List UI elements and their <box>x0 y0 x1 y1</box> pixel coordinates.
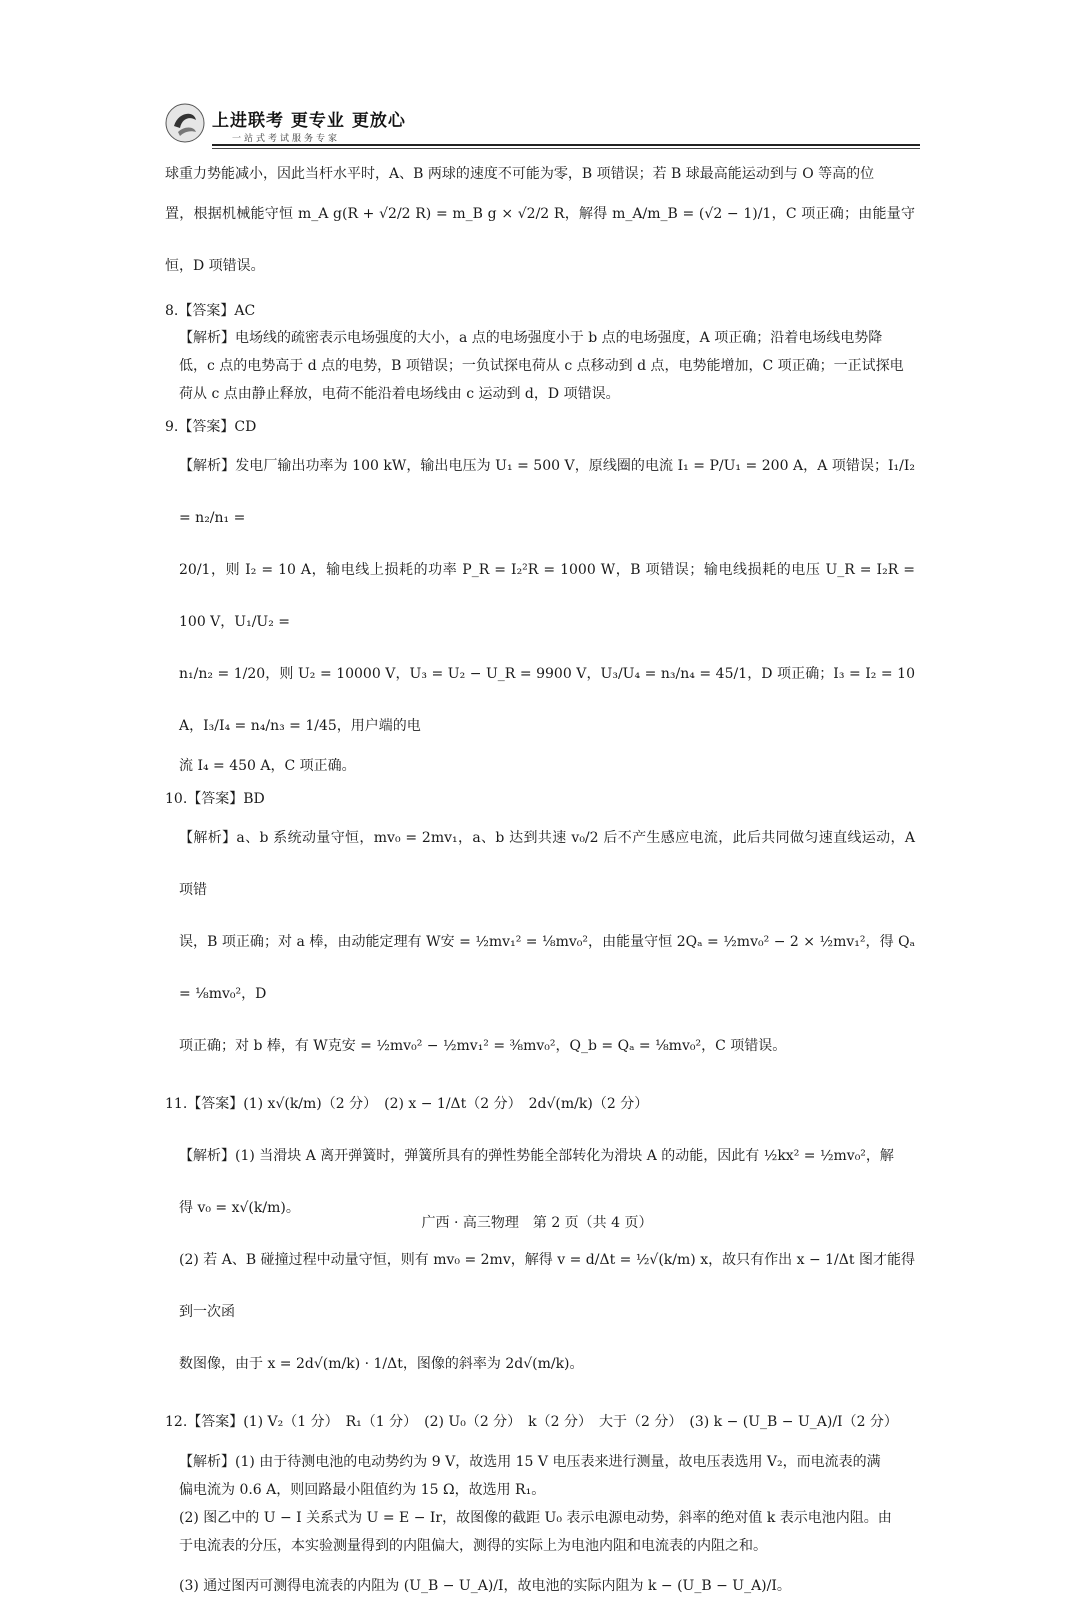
q12-analysis-line: 于电流表的分压，本实验测量得到的内阻偏大，测得的实际上为电池内阻和电流表的内阻之和。 <box>179 1538 767 1554</box>
page-footer: 广西 · 高三物理 第 2 页（共 4 页） <box>421 1215 653 1231</box>
q9-analysis-line: 20/1，则 I₂ = 10 A，输电线上损耗的功率 P_R = I₂²R = 1000 W，B 项错误；输电线损耗的电压 U_R = I₂R = 100 V，U₁/U₂ = <box>179 562 915 630</box>
q9-analysis-line: n₁/n₂ = 1/20，则 U₂ = 10000 V，U₃ = U₂ − U_R = 9900 V，U₃/U₄ = n₃/n₄ = 45/1，D 项正确；I₃ = I₂ = 10 A，I₃/I₄ = n₄/n₃ = 1/45，用户端的电 <box>179 666 915 734</box>
q10-answer: 10.【答案】BD <box>165 791 265 807</box>
q8-analysis-line: 【解析】电场线的疏密表示电场强度的大小，a 点的电场强度小于 b 点的电场强度，A 项正确；沿着电场线电势降 <box>179 330 883 346</box>
logo-icon <box>164 102 206 144</box>
q8-analysis-line: 低，c 点的电势高于 d 点的电势，B 项错误；一负试探电荷从 c 点移动到 d 点，电势能增加，C 项正确；一正试探电 <box>179 358 904 374</box>
q8-answer: 8.【答案】AC <box>165 303 256 319</box>
q11-analysis-line: (2) 若 A、B 碰撞过程中动量守恒，则有 mv₀ = 2mv，解得 v = d/Δt = ½√(k/m) x，故只有作出 x − 1/Δt 图才能得到一次函 <box>179 1252 915 1320</box>
q7-continued-line: 置，根据机械能守恒 m_A g(R + √2/2 R) = m_B g × √2/2 R，解得 m_A/m_B = (√2 − 1)/1，C 项正确；由能量守恒，D 项错误。 <box>165 206 915 274</box>
q11-analysis-line: 【解析】(1) 当滑块 A 离开弹簧时，弹簧所具有的弹性势能全部转化为滑块 A 的动能，因此有 ½kx² = ½mv₀²，解 <box>179 1148 894 1164</box>
q12-analysis-line: (2) 图乙中的 U − I 关系式为 U = E − Ir，故图像的截距 U₀ 表示电源电动势，斜率的绝对值 k 表示电池内阻。由 <box>179 1510 892 1526</box>
q12-answer: 12.【答案】(1) V₂（1 分） R₁（1 分） (2) U₀（2 分） k（2 分） 大于（2 分） (3) k − (U_B − U_A)/I（2 分） <box>165 1414 898 1430</box>
q7-continued-line: 球重力势能减小，因此当杆水平时，A、B 两球的速度不可能为零，B 项错误；若 B 球最高能运动到与 O 等高的位 <box>165 166 875 182</box>
q11-answer: 11.【答案】(1) x√(k/m)（2 分） (2) x − 1/Δt（2 分） 2d√(m/k)（2 分） <box>165 1096 649 1112</box>
q11-analysis-line: 数图像，由于 x = 2d√(m/k) · 1/Δt，图像的斜率为 2d√(m/k)。 <box>179 1356 584 1372</box>
header-divider <box>212 144 920 146</box>
header-divider-thin <box>212 148 920 149</box>
q10-analysis-line: 【解析】a、b 系统动量守恒，mv₀ = 2mv₁，a、b 达到共速 v₀/2 后不产生感应电流，此后共同做匀速直线运动，A 项错 <box>179 830 915 898</box>
q12-analysis-line: 【解析】(1) 由于待测电池的电动势约为 9 V，故选用 15 V 电压表来进行测量，故电压表选用 V₂，而电流表的满 <box>179 1454 881 1470</box>
q9-analysis-line: 【解析】发电厂输出功率为 100 kW，输出电压为 U₁ = 500 V，原线圈的电流 I₁ = P/U₁ = 200 A，A 项错误；I₁/I₂ = n₂/n₁ = <box>179 458 915 526</box>
brand-subtitle: 一站式考试服务专家 <box>232 134 341 144</box>
page-header <box>160 100 920 150</box>
q10-analysis-line: 误，B 项正确；对 a 棒，由动能定理有 W安 = ½mv₁² = ⅛mv₀²，由能量守恒 2Qₐ = ½mv₀² − 2 × ½mv₁²，得 Qₐ = ⅛mv₀²，D <box>179 934 915 1002</box>
q10-analysis-line: 项正确；对 b 棒，有 W克安 = ½mv₀² − ½mv₁² = ⅜mv₀²，Q_b = Qₐ = ⅛mv₀²，C 项错误。 <box>179 1038 787 1054</box>
q12-analysis-line: 偏电流为 0.6 A，则回路最小阻值约为 15 Ω，故选用 R₁。 <box>179 1482 546 1498</box>
q9-analysis-line: 流 I₄ = 450 A，C 项正确。 <box>179 758 356 774</box>
q12-analysis-line: (3) 通过图丙可测得电流表的内阻为 (U_B − U_A)/I，故电池的实际内阻为 k − (U_B − U_A)/I。 <box>179 1578 791 1594</box>
q11-analysis-line: 得 v₀ = x√(k/m)。 <box>179 1200 300 1216</box>
brand-slogan: 上进联考 更专业 更放心 <box>212 111 406 131</box>
page-content <box>165 160 915 1612</box>
q9-answer: 9.【答案】CD <box>165 419 257 435</box>
q8-analysis-line: 荷从 c 点由静止释放，电荷不能沿着电场线由 c 运动到 d，D 项错误。 <box>179 386 620 402</box>
